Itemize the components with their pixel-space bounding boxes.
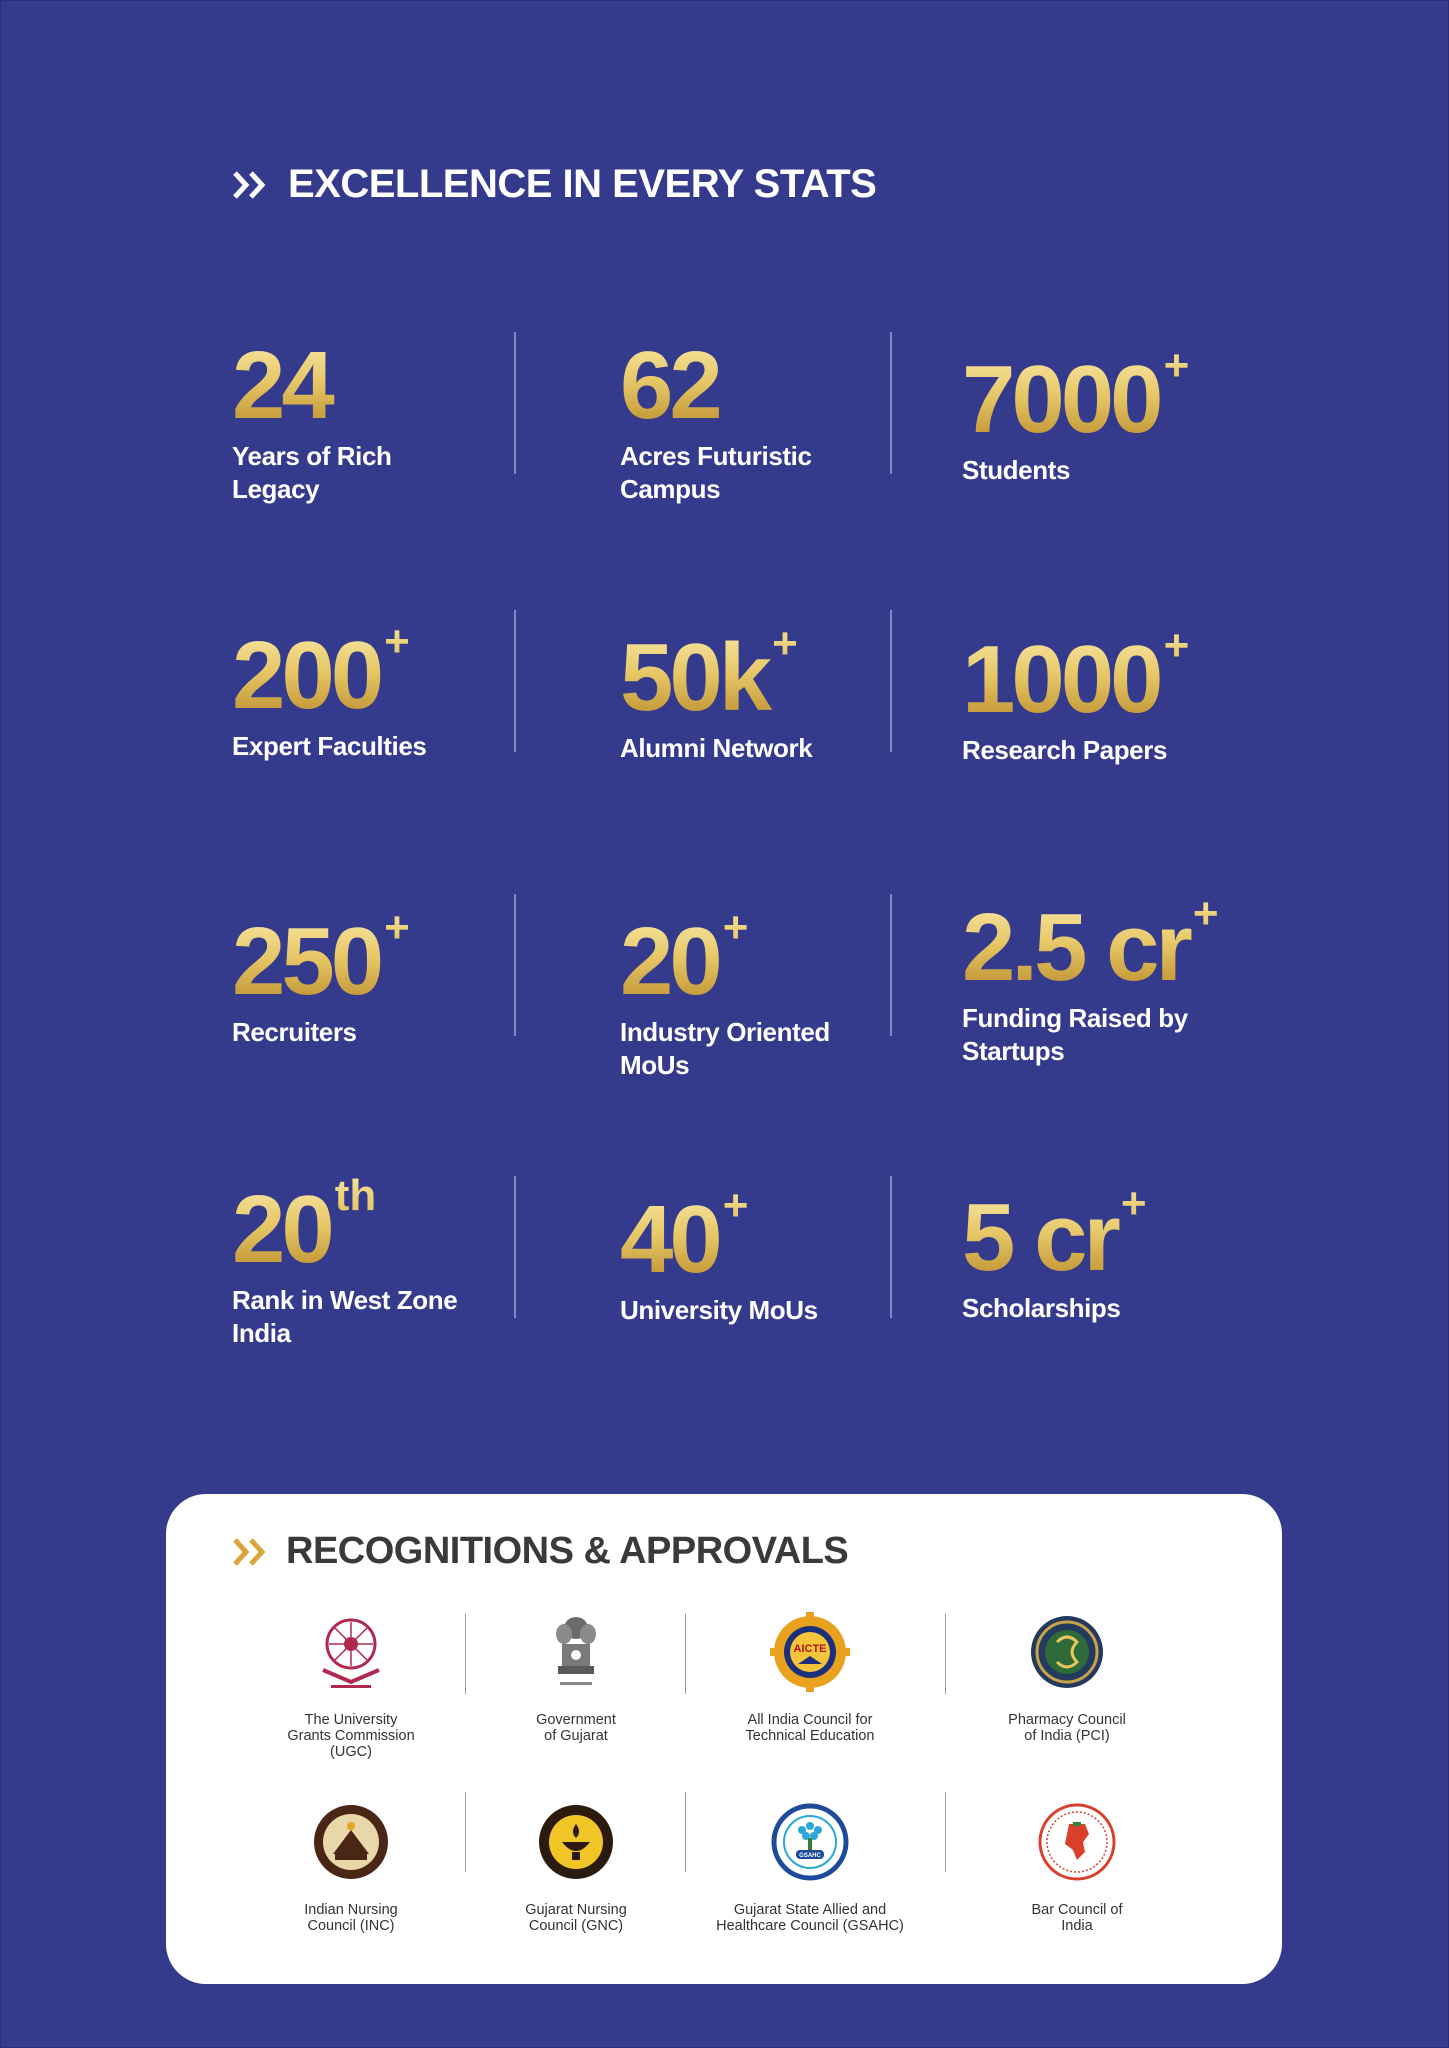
recognition-aicte [700,1612,920,1744]
recognition-label: Gujarat Nursing Council (GNC) [525,1902,627,1934]
recognition-inc [241,1802,461,1934]
stat-faculties [232,617,562,763]
svg-text:GSAHC: GSAHC [799,1853,821,1859]
stat-value: 20+ [620,903,749,1015]
recognition-bci [967,1802,1187,1934]
stat-label: Scholarships [962,1293,1121,1323]
stat-value: 20th [232,1171,377,1283]
stat-recruiters [232,903,562,1049]
stat-students [962,341,1292,487]
stat-label: Acres Futuristic Campus [620,441,812,504]
stat-rank [232,1171,562,1350]
stat-industry-mous [620,903,950,1082]
recognition-label: All India Council for Technical Education [745,1712,875,1744]
divider [890,894,892,1036]
stat-value: 2.5 cr+ [962,889,1219,1001]
stat-label: Years of Rich Legacy [232,441,392,504]
recognition-label: Government of Gujarat [536,1712,616,1744]
bci-logo-icon [1037,1802,1117,1882]
stat-label: Industry Oriented MoUs [620,1017,830,1080]
recognition-gujarat-govt [466,1612,686,1744]
gnc-logo-icon [536,1802,616,1882]
stat-value: 250+ [232,903,410,1015]
divider [890,610,892,752]
stat-value: 62 [620,338,723,434]
divider [890,1176,892,1318]
stat-value: 40+ [620,1181,749,1293]
svg-text:AICTE: AICTE [793,1643,827,1655]
divider [945,1792,946,1872]
inc-logo-icon [311,1802,391,1882]
stats-heading-text: EXCELLENCE IN EVERY STATS [288,162,877,206]
stat-label: Students [962,455,1071,485]
stat-years [232,332,562,506]
stat-value: 7000+ [962,341,1190,453]
divider [514,332,516,474]
divider [685,1614,686,1694]
recognition-label: Pharmacy Council of India (PCI) [1008,1712,1126,1744]
stat-label: Expert Faculties [232,731,427,761]
emblem-of-india-icon [536,1612,616,1692]
recognition-gsahc [700,1802,920,1934]
recognitions-heading [232,1530,848,1573]
stat-value: 200+ [232,617,410,729]
divider [945,1614,946,1694]
stat-value: 24 [232,338,335,434]
recognitions-heading-text: RECOGNITIONS & APPROVALS [286,1530,849,1572]
aicte-logo-icon [770,1612,850,1692]
recognition-gnc [466,1802,686,1934]
double-chevron-right-icon [232,169,272,201]
stat-label: Rank in West Zone India [232,1285,458,1348]
stat-value: 1000+ [962,621,1190,733]
recognition-label: Gujarat State Allied and Healthcare Council (GSAHC) [716,1902,904,1934]
stat-acres [620,332,950,506]
recognition-label: The University Grants Commission (UGC) [287,1712,415,1760]
recognition-label: Indian Nursing Council (INC) [304,1902,398,1934]
divider [514,1176,516,1318]
stat-scholarships [962,1179,1292,1325]
stat-value: 50k+ [620,619,798,731]
recognition-label: Bar Council of India [1031,1902,1123,1934]
stat-funding [962,889,1292,1068]
pci-logo-icon [1027,1612,1107,1692]
divider [514,894,516,1036]
divider [685,1792,686,1872]
stat-label: Alumni Network [620,733,813,763]
gsahc-logo-icon [770,1802,850,1882]
stat-label: University MoUs [620,1295,818,1325]
stat-university-mous [620,1181,950,1327]
divider [514,610,516,752]
stat-label: Research Papers [962,735,1168,765]
recognition-ugc [241,1612,461,1760]
stats-section-heading [232,162,876,207]
stat-label: Recruiters [232,1017,357,1047]
stat-label: Funding Raised by Startups [962,1003,1188,1066]
recognition-pci [957,1612,1177,1744]
stat-alumni [620,619,950,765]
divider [890,332,892,474]
stat-research [962,621,1292,767]
ugc-logo-icon [311,1612,391,1692]
double-chevron-right-icon [232,1536,272,1568]
stat-value: 5 cr+ [962,1179,1147,1291]
